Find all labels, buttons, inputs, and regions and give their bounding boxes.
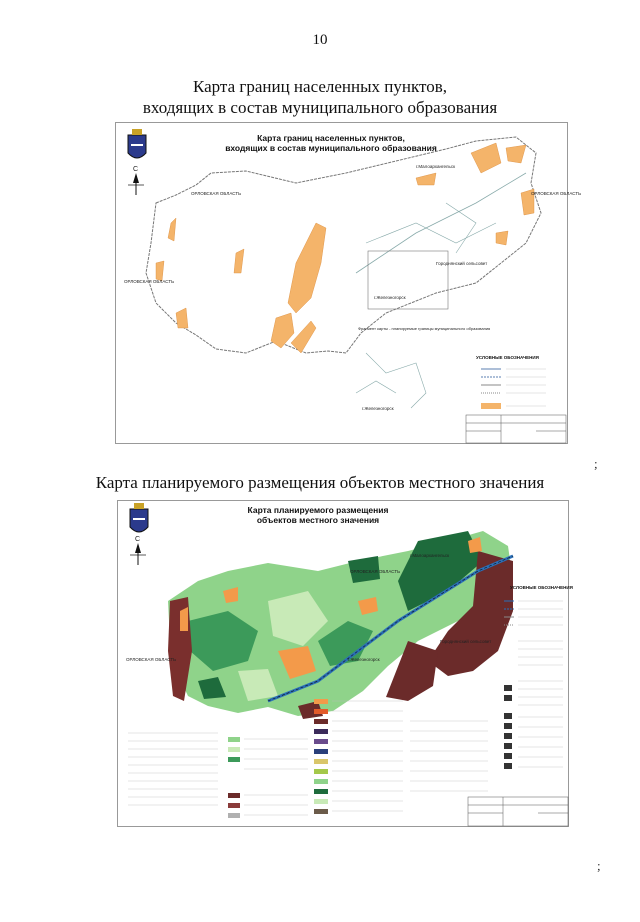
map1-region-top: ОРЛОВСКАЯ ОБЛАСТЬ xyxy=(191,191,242,196)
map1-title-line2: входящих в состав муниципального образования xyxy=(225,143,437,153)
map1-region-right: ОРЛОВСКАЯ ОБЛАСТЬ xyxy=(531,191,582,196)
trailing-mark-2: ; xyxy=(597,858,601,873)
map2-town-center: г.Железногорск xyxy=(348,657,380,662)
map1-town-center: г.Железногорск xyxy=(374,295,406,300)
map2-settlement: Городнянский сельсовет xyxy=(440,639,492,644)
map2-region-top: ОРЛОВСКАЯ ОБЛАСТЬ xyxy=(350,569,401,574)
map2-legend-title: УСЛОВНЫЕ ОБОЗНАЧЕНИЯ xyxy=(510,585,573,590)
map1-town-top: г.Малоархангельск xyxy=(416,164,456,169)
map1-town-bottom: г.Железногорск xyxy=(362,406,394,411)
map1-inset-caption: Фрагмент карты - планируемые границы муниципального образования xyxy=(358,326,491,331)
section1-heading-line2: входящих в состав муниципального образования xyxy=(142,98,498,117)
section1-heading xyxy=(0,76,640,118)
coat-of-arms-icon xyxy=(130,503,148,532)
settlement-areas xyxy=(156,143,534,353)
section2-heading xyxy=(0,472,640,493)
north-arrow-icon xyxy=(130,536,146,565)
compass-letter: С xyxy=(133,166,139,173)
map2-title-line2: объектов местного значения xyxy=(256,515,380,525)
section2-heading-line: Карта планируемого размещения объектов местного значения xyxy=(95,473,545,492)
map1-title-block xyxy=(466,415,566,443)
section1-heading-line1: Карта границ населенных пунктов, xyxy=(193,77,447,96)
map1-region-left: ОРЛОВСКАЯ ОБЛАСТЬ xyxy=(124,279,175,284)
planned-objects-map xyxy=(117,500,573,827)
map1-title-line1: Карта границ населенных пунктов, xyxy=(257,133,405,143)
map2-region-left: ОРЛОВСКАЯ ОБЛАСТЬ xyxy=(126,657,177,662)
map1-legend-title: УСЛОВНЫЕ ОБОЗНАЧЕНИЯ xyxy=(476,355,539,360)
compass-letter: С xyxy=(135,536,141,543)
map2-title-block xyxy=(468,797,568,826)
trailing-mark-1: ; xyxy=(594,456,598,471)
land-use-areas xyxy=(168,531,513,719)
north-arrow-icon xyxy=(128,166,144,195)
map1-settlement: Городнянский сельсовет xyxy=(436,261,488,266)
map1-legend xyxy=(476,355,546,409)
page-number: 10 xyxy=(312,32,328,48)
settlement-boundaries-map xyxy=(115,122,582,444)
map2-title-line1: Карта планируемого размещения xyxy=(247,505,389,515)
map2-legend xyxy=(504,585,573,769)
settlement-boundaries-map-svg xyxy=(116,123,582,445)
coat-of-arms-icon xyxy=(128,129,146,158)
map1-inset-frame xyxy=(368,251,448,309)
map2-town-top: г.Малоархангельск xyxy=(410,553,450,558)
planned-objects-map-svg xyxy=(118,501,573,828)
